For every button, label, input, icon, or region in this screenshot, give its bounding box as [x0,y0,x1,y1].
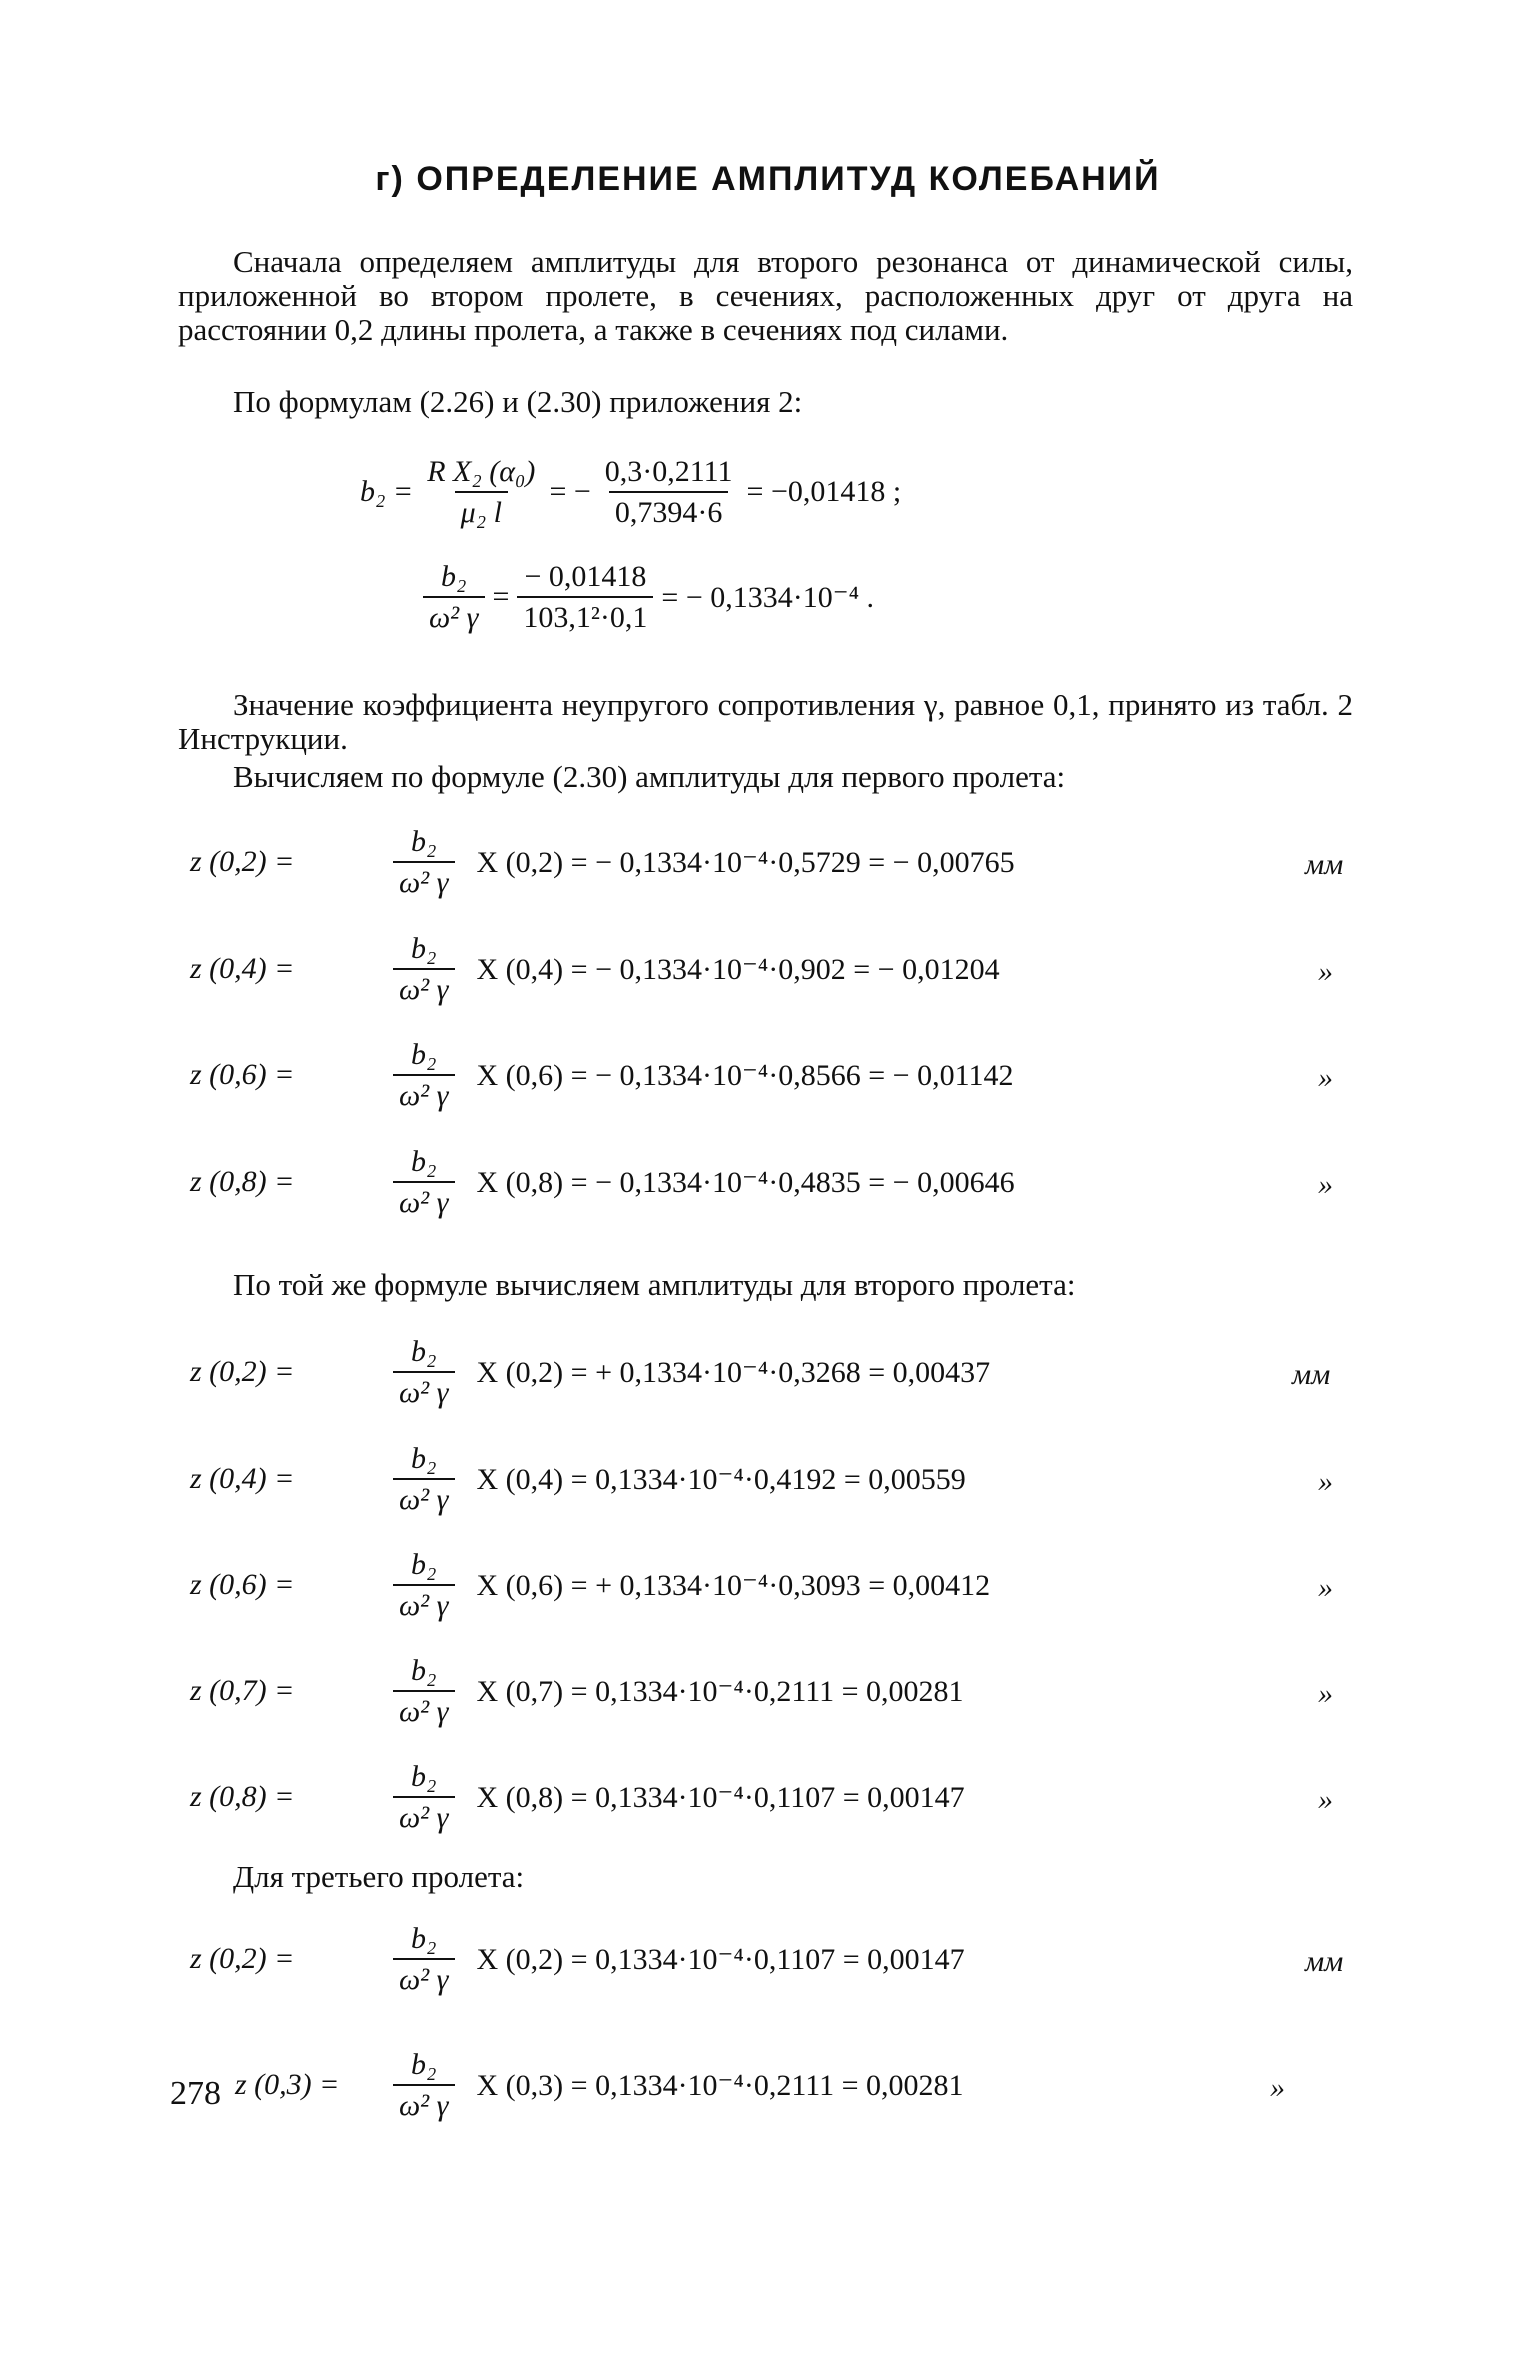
frac-num: b₂ [411,1760,437,1793]
span3-row-2 [235,2048,964,2122]
eq-b2-result: = −0,01418 ; [746,475,902,508]
span2-fraction [393,1548,455,1622]
eq-b2-fraction-1 [421,455,541,529]
section-heading: г) ОПРЕДЕЛЕНИЕ АМПЛИТУД КОЛЕБАНИЙ [375,160,1161,198]
span1-row-1 [190,825,1015,899]
span2-unit: » [1318,1677,1333,1710]
span1-fraction [393,825,455,899]
span2-row-2 [190,1442,966,1516]
eq-ratio-sign: = [492,580,510,613]
frac-num: b₂ [411,825,437,858]
span2-lhs: z (0,6) = [190,1568,295,1601]
span2-row-1 [190,1335,990,1409]
span3-fraction [393,1922,455,1996]
span2-lhs: z (0,8) = [190,1780,295,1813]
span1-row-2 [190,932,1000,1006]
span3-rhs: X (0,3) = 0,1334·10⁻⁴·0,2111 = 0,00281 [476,2068,964,2102]
frac-den: ω² γ [393,1181,455,1219]
eq-ratio-fraction-1 [423,560,485,634]
span2-rhs: X (0,8) = 0,1334·10⁻⁴·0,1107 = 0,00147 [476,1780,965,1814]
span3-rhs: X (0,2) = 0,1334·10⁻⁴·0,1107 = 0,00147 [476,1942,965,1976]
span2-row-3 [190,1548,990,1622]
frac-den: ω² γ [393,968,455,1006]
frac-den: ω² γ [393,1074,455,1112]
frac-num: b₂ [411,1548,437,1581]
span2-fraction [393,1442,455,1516]
eq-b2-frac2-den: 0,7394·6 [609,491,729,529]
span1-lhs: z (0,8) = [190,1165,295,1198]
frac-num: b₂ [411,1145,437,1178]
frac-den: ω² γ [393,1958,455,1996]
eq-b2-lhs: b₂ = [360,475,414,508]
eq-ratio-frac1-den: ω² γ [423,596,485,634]
span2-fraction [393,1760,455,1834]
eq-b2-frac2-num: 0,3·0,2111 [604,455,733,488]
frac-den: ω² γ [393,1690,455,1728]
span2-rhs: X (0,7) = 0,1334·10⁻⁴·0,2111 = 0,00281 [476,1674,964,1708]
frac-num: b₂ [411,1038,437,1071]
frac-den: ω² γ [393,1371,455,1409]
span2-fraction [393,1654,455,1728]
span3-lhs: z (0,3) = [235,2068,340,2101]
frac-den: ω² γ [393,2084,455,2122]
frac-den: ω² γ [393,1478,455,1516]
frac-num: b₂ [411,2048,437,2081]
span2-rhs: X (0,6) = + 0,1334·10⁻⁴·0,3093 = 0,00412 [476,1568,991,1602]
span1-fraction [393,932,455,1006]
span3-lhs: z (0,2) = [190,1942,295,1975]
span3-row-1 [190,1922,965,1996]
eq-b2-fraction-2 [599,455,739,529]
span2-row-4 [190,1654,964,1728]
frac-num: b₂ [411,1922,437,1955]
frac-den: ω² γ [393,1584,455,1622]
span2-lhs: z (0,7) = [190,1674,295,1707]
span2-lhs: z (0,4) = [190,1462,295,1495]
span1-fraction [393,1038,455,1112]
paragraph-formulas: По формулам (2.26) и (2.30) приложения 2: [233,384,803,419]
page-number: 278 [170,2075,221,2112]
eq-ratio-frac2-den: 103,1²·0,1 [517,596,653,634]
frac-den: ω² γ [393,861,455,899]
span2-unit: » [1318,1465,1333,1498]
span2-rhs: X (0,4) = 0,1334·10⁻⁴·0,4192 = 0,00559 [476,1462,966,1496]
span1-unit: мм [1305,848,1344,881]
paragraph-intro: Сначала определяем амплитуды для второго резонанса от динамической силы, приложенной во втором пролете, в сечениях, расположенных друг от друга на расстоянии 0,2 длины пролета, а также в сечениях под силами. [178,244,1353,347]
paragraph-span2: По той же формуле вычисляем амплитуды для второго пролета: [233,1267,1076,1302]
frac-num: b₂ [411,1442,437,1475]
span3-unit: » [1270,2071,1285,2104]
span1-lhs: z (0,2) = [190,845,295,878]
span1-lhs: z (0,6) = [190,1058,295,1091]
eq-ratio-result: = − 0,1334·10⁻⁴ . [661,580,875,614]
eq-ratio-fraction-2 [517,560,653,634]
span2-unit: » [1318,1571,1333,1604]
span1-unit: » [1318,1061,1333,1094]
span3-unit: мм [1305,1945,1344,1978]
equation-b2 [360,455,901,529]
span1-rhs: X (0,2) = − 0,1334·10⁻⁴·0,5729 = − 0,00765 [476,845,1015,879]
span1-rhs: X (0,4) = − 0,1334·10⁻⁴·0,902 = − 0,01204 [476,952,1000,986]
frac-num: b₂ [411,1335,437,1368]
frac-num: b₂ [411,932,437,965]
span2-lhs: z (0,2) = [190,1355,295,1388]
span3-fraction [393,2048,455,2122]
eq-b2-sign: = − [549,475,591,508]
span1-lhs: z (0,4) = [190,952,295,985]
eq-ratio-frac1-num: b₂ [441,560,467,593]
span2-row-5 [190,1760,965,1834]
equation-ratio [415,560,874,634]
span1-fraction [393,1145,455,1219]
span1-row-4 [190,1145,1015,1219]
span1-rhs: X (0,6) = − 0,1334·10⁻⁴·0,8566 = − 0,01142 [476,1058,1014,1092]
eq-b2-frac1-num: R X₂ (α₀) [427,455,536,488]
span1-rhs: X (0,8) = − 0,1334·10⁻⁴·0,4835 = − 0,00646 [476,1165,1015,1199]
eq-ratio-frac2-num: − 0,01418 [524,560,647,593]
eq-b2-frac1-den: μ₂ l [455,491,508,529]
span2-unit: » [1318,1783,1333,1816]
span2-fraction [393,1335,455,1409]
frac-num: b₂ [411,1654,437,1687]
paragraph-gamma: Значение коэффициента неупругого сопротивления γ, равное 0,1, принято из табл. 2 Инструкции. [178,687,1353,756]
span1-row-3 [190,1038,1013,1112]
frac-den: ω² γ [393,1796,455,1834]
span2-unit: мм [1292,1358,1331,1391]
paragraph-span3: Для третьего пролета: [233,1859,525,1894]
span2-rhs: X (0,2) = + 0,1334·10⁻⁴·0,3268 = 0,00437 [476,1355,991,1389]
paragraph-span1: Вычисляем по формуле (2.30) амплитуды для первого пролета: [233,759,1066,794]
span1-unit: » [1318,1168,1333,1201]
span1-unit: » [1318,955,1333,988]
